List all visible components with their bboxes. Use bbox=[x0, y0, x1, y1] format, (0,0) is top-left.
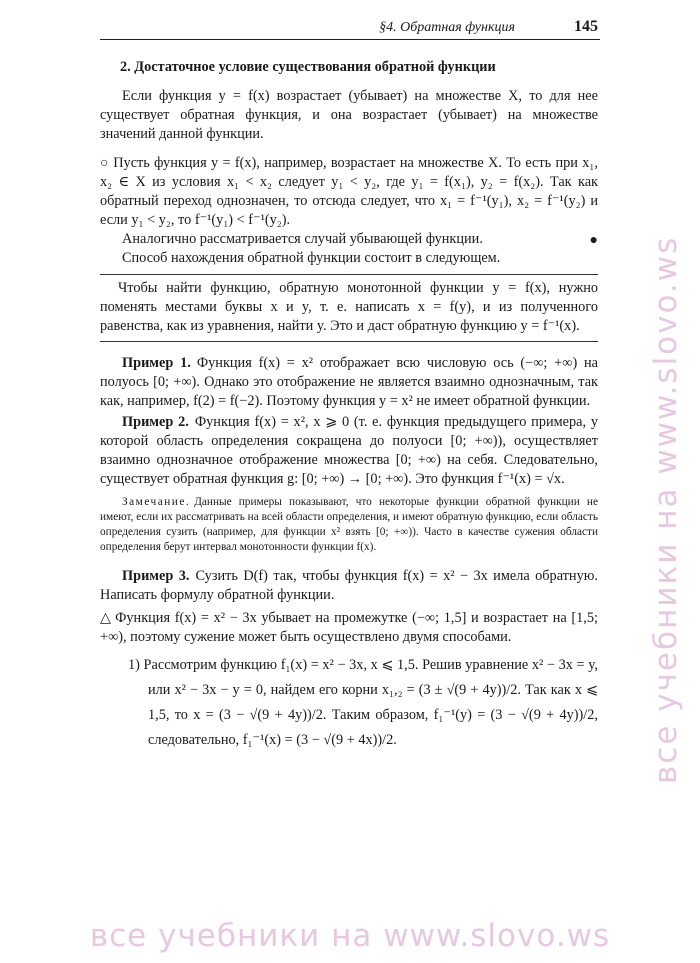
example-3-solution bbox=[100, 609, 598, 647]
example-1-text: Функция f(x) = x² отображает всю числовую ось (−∞; +∞) на полуось [0; +∞). Однако это отображение не является взаимно однозначным, так как, например, f(2) = f(−2). Поэтому функция y = x² не имеет обратной функции. bbox=[100, 355, 598, 409]
example-1 bbox=[100, 354, 598, 411]
rule-box bbox=[100, 274, 598, 342]
remark-label: Замечание. bbox=[122, 496, 191, 508]
proof-closing bbox=[100, 230, 598, 249]
example-1-label: Пример 1. bbox=[122, 355, 191, 371]
example-3-label: Пример 3. bbox=[122, 568, 190, 584]
remark bbox=[100, 495, 598, 555]
running-head bbox=[100, 18, 600, 40]
list-item-text: Рассмотрим функцию f₁(x) = x² − 3x, x ⩽ 1,5. Решив уравнение x² − 3x = y, или x² − 3x − y = 0, найдем его корни x₁,₂ = (3 ± √(9 + 4y))/2. Так как x ⩽ 1,5, то x = (3 − √(9 + 4y))/2. Таким образом, f₁⁻¹(y) = (3 − √(9 + 4y))/2, следовательно, f₁⁻¹(x) = (3 − √(9 + 4x))/2. bbox=[143, 657, 598, 748]
section-heading: 2. Достаточное условие существования обратной функции bbox=[120, 59, 496, 75]
proof-start-icon: ○ bbox=[100, 156, 110, 171]
watermark-vertical: все учебники на www.slovo.ws bbox=[648, 235, 684, 785]
list-item bbox=[100, 653, 598, 753]
header-rule bbox=[100, 39, 600, 40]
example-2 bbox=[100, 413, 598, 489]
theorem-statement: Если функция y = f(x) возрастает (убывает) на множестве X, то для нее существует обратная функция, и она возрастает (убывает) на множестве значений данной функции. bbox=[100, 88, 598, 142]
solution-text: Функция f(x) = x² − 3x убывает на промежутке (−∞; 1,5] и возрастает на [1,5; +∞), поэтому сужение может быть осуществлено двумя способами. bbox=[100, 610, 598, 645]
page-content bbox=[100, 58, 598, 753]
proof-closing-text: Аналогично рассматривается случай убывающей функции. bbox=[122, 231, 483, 247]
proof-text: Пусть функция y = f(x), например, возрастает на множестве X. То есть при x₁, x₂ ∈ X из условия x₁ < x₂ следует y₁ < y₂, где y₁ = f(x₁), y₂ = f(x₂). Так как обратный переход однозначен, то отсюда следует, что x₁ = f⁻¹(y₁), x₂ = f⁻¹(y₂) и если y₁ < y₂, то f⁻¹(y₁) < f⁻¹(y₂). bbox=[100, 155, 598, 228]
example-2-label: Пример 2. bbox=[122, 414, 189, 430]
method-intro: Способ нахождения обратной функции состоит в следующем. bbox=[122, 250, 501, 266]
proof-paragraph bbox=[100, 154, 598, 230]
remark-text: Данные примеры показывают, что некоторые функции обратной функции не имеют, если их рассматривать на всей области определения, и имеют обратную функцию, если область определения сузить (например, для функции x² взять [0; +∞)). Часто в качестве сужения области определения берут интервал монотонности функции f(x). bbox=[100, 496, 598, 553]
section-running-title: §4. Обратная функция bbox=[379, 20, 515, 35]
page-number: 145 bbox=[574, 18, 598, 35]
proof-end-icon: ● bbox=[589, 233, 598, 248]
example-3-text: Сузить D(f) так, чтобы функция f(x) = x² − 3x имела обратную. Написать формулу обратной функции. bbox=[100, 568, 598, 603]
solution-start-icon: △ bbox=[100, 610, 113, 626]
watermark-bottom: все учебники на www.slovo.ws bbox=[89, 918, 611, 954]
example-3 bbox=[100, 567, 598, 605]
list-item-marker: 1) bbox=[128, 657, 140, 673]
example-2-text: Функция f(x) = x², x ⩾ 0 (т. е. функция предыдущего примера, у которой область определения сокращена до полуоси [0; +∞)), осуществляет взаимно однозначное отображение множества [0; +∞) на себя. Следовательно, существует обратная функция g: [0; +∞) → [0; +∞). Это функция f⁻¹(x) = √x. bbox=[100, 414, 598, 487]
rule-text: Чтобы найти функцию, обратную монотонной функции y = f(x), нужно поменять местами буквы x и y, т. е. написать x = f(y), и из полученного равенства, как из уравнения, найти y. Это и даст обратную функцию y = f⁻¹(x). bbox=[100, 280, 598, 334]
